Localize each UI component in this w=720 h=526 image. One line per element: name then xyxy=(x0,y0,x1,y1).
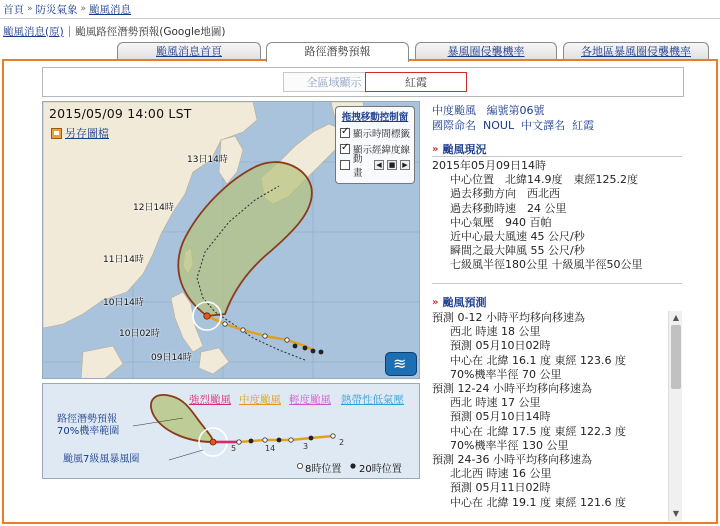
current-status-line: 近中心最大風速 45 公尺/秒 xyxy=(450,230,585,244)
typhoon-intensity: 中度颱風 xyxy=(432,104,476,117)
cwb-logo-icon xyxy=(385,352,417,376)
forecast-line: 北北西 時速 16 公里 xyxy=(450,467,552,481)
forecast-line: 70%機率半徑 130 公里 xyxy=(450,438,569,452)
current-status-line: 中心位置 北緯14.9度 東經125.2度 xyxy=(450,173,638,187)
save-image-label: 另存圖檔 xyxy=(65,127,109,140)
forecast-scrollbar[interactable] xyxy=(668,311,682,521)
sub-navigation xyxy=(3,24,225,38)
forecast-label: 颱風預測 xyxy=(442,296,487,309)
time-label-11d14h: 11日14時 xyxy=(103,255,144,265)
current-status-label: 颱風現況 xyxy=(442,143,487,156)
legend-mild-typhoon: 輕度颱風 xyxy=(289,394,331,406)
forecast-line: 西北 時速 17 公里 xyxy=(450,396,541,410)
breadcrumb-disaster-link[interactable]: 防災氣象 xyxy=(35,3,78,16)
legend-cone-note-1: 路徑潛勢預報 xyxy=(57,414,117,425)
forecast-line: 預測 05月10日02時 xyxy=(450,339,551,353)
animation-checkbox[interactable] xyxy=(340,160,350,170)
forecast-line: 預測 05月10日14時 xyxy=(450,410,551,424)
international-name-label: 國際命名 xyxy=(432,119,476,132)
legend-num-5: 5 xyxy=(231,444,237,453)
breadcrumb xyxy=(3,2,131,16)
typhoon-number: 編號第06號 xyxy=(486,104,545,117)
animation-label: 動畫 xyxy=(353,154,363,179)
forecast-line: 中心在 北緯 17.5 度 東經 122.3 度 xyxy=(450,424,626,438)
forecast-line: 預測 05月11日02時 xyxy=(450,481,551,495)
scroll-down-icon[interactable]: ▼ xyxy=(672,509,680,518)
current-status-line: 過去移動方向 西北西 xyxy=(450,187,560,201)
map-legend xyxy=(42,383,420,479)
international-name: NOUL xyxy=(483,119,515,132)
current-status-line: 中心氣壓 940 百帕 xyxy=(450,215,552,229)
forecast-title xyxy=(432,294,486,310)
tab-track-forecast[interactable]: 路徑潛勢預報 xyxy=(266,42,409,62)
typhoon-class-line xyxy=(432,103,682,118)
save-disk-icon xyxy=(51,128,62,139)
legend-8h-position: 8時位置 xyxy=(305,464,342,475)
map-timestamp: 2015/05/09 14:00 LST xyxy=(49,106,192,121)
control-panel-title[interactable]: 拖拽移動控制窗 xyxy=(341,112,409,123)
typhoon-track-map[interactable] xyxy=(42,101,420,379)
save-image-link[interactable] xyxy=(51,125,109,141)
forecast-top-divider xyxy=(432,283,682,284)
scroll-thumb[interactable] xyxy=(671,325,681,389)
step-forward-icon[interactable]: ▶ xyxy=(400,160,410,170)
forecast-line: 預測 0-12 小時平均移向移速為 xyxy=(432,311,585,324)
show-latlon-checkbox[interactable] xyxy=(340,144,350,154)
show-latlon-row[interactable] xyxy=(340,141,410,157)
show-time-labels-row[interactable] xyxy=(340,125,410,141)
time-label-10d02h: 10日02時 xyxy=(119,329,160,339)
chinese-name: 紅霞 xyxy=(572,119,595,132)
legend-radius-note: 颱風7級風暴風圈 xyxy=(63,454,140,465)
sub-nav-separator: | xyxy=(67,25,72,37)
double-chevron-icon: » xyxy=(432,296,439,308)
animation-row xyxy=(340,154,410,179)
breadcrumb-divider xyxy=(0,18,720,19)
forecast-line: 中心在 北緯 19.1 度 東經 121.6 度 xyxy=(450,495,626,509)
current-status-title xyxy=(432,141,486,157)
forecast-line: 預測 12-24 小時平均移向移速為 xyxy=(432,382,592,396)
legend-num-3: 3 xyxy=(303,442,309,451)
content-frame xyxy=(2,59,718,524)
time-label-12d14h: 12日14時 xyxy=(133,203,174,213)
breadcrumb-separator: » xyxy=(80,4,87,14)
breadcrumb-typhoon-link[interactable]: 颱風消息 xyxy=(89,3,132,16)
legend-num-2: 2 xyxy=(339,438,345,447)
current-status-line: 瞬間之最大陣風 55 公尺/秒 xyxy=(450,244,585,258)
show-all-regions-button[interactable]: 全區域顯示 xyxy=(283,72,385,92)
step-back-icon[interactable]: ◀ xyxy=(374,160,384,170)
current-status-list xyxy=(432,159,643,273)
show-latlon-label: 顯示經緯度線 xyxy=(353,145,411,156)
time-label-10d14h: 10日14時 xyxy=(103,298,144,308)
typhoon-noul-button[interactable]: 紅霞 xyxy=(365,72,467,92)
typhoon-info-header xyxy=(432,103,682,133)
legend-cone-note-2: 70%機率範圍 xyxy=(57,426,120,437)
breadcrumb-separator: » xyxy=(27,4,33,14)
double-chevron-icon: » xyxy=(432,143,439,155)
time-label-13d14h: 13日14時 xyxy=(187,155,228,165)
time-label-09d14h: 09日14時 xyxy=(151,353,192,363)
map-control-panel[interactable] xyxy=(335,106,415,184)
forecast-line: 70%機率半徑 70 公里 xyxy=(450,367,562,381)
chinese-name-label: 中文譯名 xyxy=(521,119,566,132)
scroll-up-icon[interactable]: ▲ xyxy=(672,313,680,322)
current-status-line: 2015年05月09日14時 xyxy=(432,159,546,172)
forecast-scroll-area[interactable] xyxy=(432,311,684,521)
current-status-line: 七級風半徑180公里 十級風半徑50公里 xyxy=(450,258,643,272)
forecast-list xyxy=(432,311,626,510)
view-selector xyxy=(42,67,684,97)
legend-20h-position: 20時位置 xyxy=(359,464,402,475)
breadcrumb-home-link[interactable]: 首頁 xyxy=(3,3,24,16)
google-map-forecast-title: 颱風路徑潛勢預報(Google地圖) xyxy=(75,25,226,38)
pause-icon[interactable]: ■ xyxy=(388,161,396,169)
current-status-divider xyxy=(432,156,682,157)
tab-regional-probability[interactable]: 各地區暴風圈侵襲機率 xyxy=(563,42,709,61)
forecast-line: 中心在 北緯 16.1 度 東經 123.6 度 xyxy=(450,353,626,367)
forecast-line: 西北 時速 18 公里 xyxy=(450,325,541,339)
current-status-line: 過去移動時速 24 公里 xyxy=(450,201,567,215)
typhoon-original-link[interactable]: 颱風消息(原) xyxy=(3,25,64,38)
legend-tropical-depression: 熱帶性低氣壓 xyxy=(341,394,404,406)
legend-moderate-typhoon: 中度颱風 xyxy=(239,394,281,406)
tab-typhoon-home[interactable]: 颱風消息首頁 xyxy=(117,42,261,61)
legend-num-14: 14 xyxy=(265,444,276,453)
tab-storm-probability[interactable]: 暴風圈侵襲機率 xyxy=(415,42,557,61)
typhoon-name-line xyxy=(432,118,682,133)
show-time-labels-checkbox[interactable] xyxy=(340,128,350,138)
forecast-line: 預測 24-36 小時平均移向移速為 xyxy=(432,453,592,467)
show-time-labels-label: 顯示時間標籤 xyxy=(353,129,411,140)
legend-severe-typhoon: 強烈颱風 xyxy=(189,394,231,406)
